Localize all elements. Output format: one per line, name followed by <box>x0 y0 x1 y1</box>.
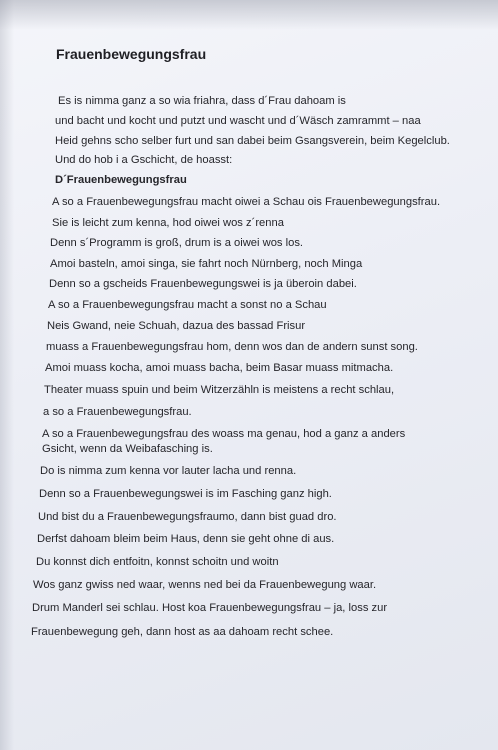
text-line: Frauenbewegung geh, dann host as aa dahoam recht schee. <box>31 626 334 638</box>
text-line: a so a Frauenbewegungsfrau. <box>43 406 192 418</box>
text-line: Denn so a Frauenbewegungswei is im Fasching ganz high. <box>39 488 332 500</box>
page-shadow <box>0 0 498 30</box>
text-line: Und bist du a Frauenbewegungsfraumo, dann bist guad dro. <box>38 511 337 523</box>
text-line: A so a Frauenbewegungsfrau macht a sonst no a Schau <box>48 299 327 311</box>
text-line: Heid gehns scho selber furt und san dabei beim Gsangsverein, beim Kegelclub. <box>55 135 450 147</box>
text-line: Theater muass spuin und beim Witzerzähln is meistens a recht schlau, <box>44 384 395 396</box>
text-line: Wos ganz gwiss ned waar, wenns ned bei da Frauenbewegung waar. <box>33 579 377 591</box>
text-line: Denn s´Programm is groß, drum is a oiwei wos los. <box>50 237 304 249</box>
text-line: Amoi muass kocha, amoi muass bacha, beim Basar muass mitmacha. <box>45 362 394 374</box>
text-line: Amoi basteln, amoi singa, sie fahrt noch Nürnberg, noch Minga <box>50 258 363 270</box>
text-line: Drum Manderl sei schlau. Host koa Frauenbewegungsfrau – ja, loss zur <box>32 602 388 614</box>
text-line: Do is nimma zum kenna vor lauter lacha und renna. <box>40 465 297 477</box>
text-line: muass a Frauenbewegungsfrau hom, denn wos dan de andern sunst song. <box>46 341 418 353</box>
text-line: Gsicht, wenn da Weibafasching is. <box>42 443 213 455</box>
text-line: Du konnst dich entfoitn, konnst schoitn und woitn <box>36 556 279 568</box>
text-line: A so a Frauenbewegungsfrau des woass ma genau, hod a ganz a anders <box>42 428 406 440</box>
section-heading: D´Frauenbewegungsfrau <box>55 174 187 186</box>
text-line: Sie is leicht zum kenna, hod oiwei wos z´renna <box>52 217 284 229</box>
page-shadow <box>0 0 14 750</box>
text-line: Denn so a gscheids Frauenbewegungswei is ja überoin dabei. <box>49 278 357 290</box>
text-line: Und do hob i a Gschicht, de hoasst: <box>55 154 233 166</box>
text-line: Neis Gwand, neie Schuah, dazua des bassad Frisur <box>47 320 306 332</box>
text-line: A so a Frauenbewegungsfrau macht oiwei a Schau ois Frauenbewegungsfrau. <box>52 196 441 208</box>
text-line: Derfst dahoam bleim beim Haus, denn sie geht ohne di aus. <box>37 533 335 545</box>
document-title: Frauenbewegungsfrau <box>56 46 207 62</box>
text-line: und bacht und kocht und putzt und wascht und d´Wäsch zamrammt – naa <box>55 115 421 127</box>
text-line: Es is nimma ganz a so wia friahra, dass d´Frau dahoam is <box>58 95 346 107</box>
